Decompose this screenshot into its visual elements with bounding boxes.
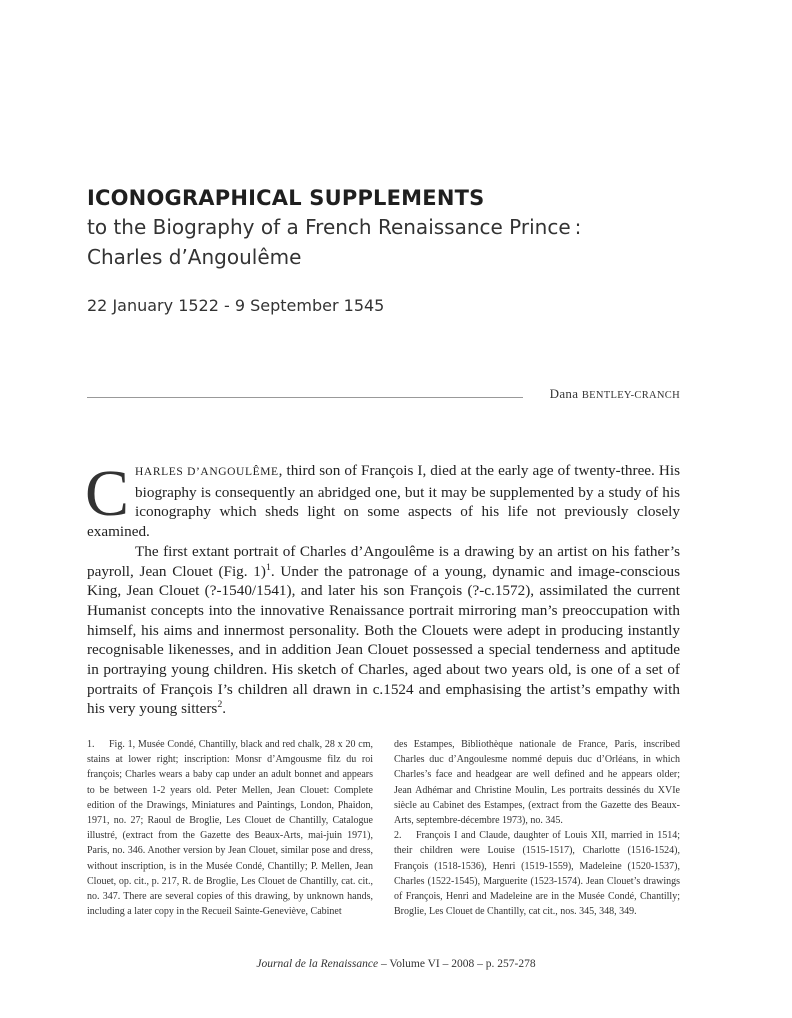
paragraph-2 [87,542,680,719]
footnote-ref-2[interactable]: 2 [217,699,223,711]
drop-cap: C [85,457,130,530]
footnote-1-continued: des Estampes, Bibliothèque nationale de France, Paris, inscribed Charles duc d’Angoulesme nommé depuis duc d’Orléans, in which Charles’s face and headgear are well defined and he appears older; Jean Adhémar and Christine Moulin, Les portraits dessinés du XVIe siècle au Cabinet des Estampes, (extract from the Gazette des Beaux-Arts, septembre-décembre 1973), no. 345. [394,739,680,827]
journal-title: Journal de la Renaissance [256,958,379,970]
running-footer [0,958,792,970]
footnote-2-number: 2. [394,830,402,842]
author-name [550,386,680,402]
footnote-1-text: Fig. 1, Musée Condé, Chantilly, black and red chalk, 28 x 20 cm, stains at lower right; inscription: Monsr d’Amgousme filz du roi françois; Charles wears a baby cap under an adult bonnet and appears to be between 1-2 years old. Peter Mellen, Jean Clouet: Complete edition of the Drawings, Miniatures and Paintings, London, Phaidon, 1971, no. 27; Raoul de Broglie, Les Clouet de Chantilly, Catalogue illustré, (extract from the Gazette des Beaux-Arts, mai-juin 1971), Paris, no. 346. Another version by Jean Clouet, similar pose and dress, without inscription, is in the Musée Condé, Chantilly; P. Mellen, Jean Clouet, op. cit., p. 217, R. de Broglie, Les Clouet de Chantilly, cat. cit., no. 347. There are several copies of this drawing, by unknown hands, including a later copy in the Recueil Sainte-Geneviève, Cabinet [87,739,373,918]
footnote-1-number: 1. [87,739,95,750]
author-first-name: Dana [549,386,579,401]
article-subtitle-line-1: to the Biography of a French Renaissance Prince : [87,215,582,239]
paragraph-1 [85,457,680,542]
author-last-name: BENTLEY-CRANCH [581,390,680,401]
article-title: ICONOGRAPHICAL SUPPLEMENTS [87,186,485,210]
title-block [87,184,687,272]
paragraph-1-text: , third son of François I, died at the early age of twenty-three. His biography is consequently an abridged one, but it may be supplemented by a study of his iconography which sheds light on some aspects of his life not previously closely examined. [87,462,680,541]
paragraph-2-text-b: . Under the patronage of a young, dynamic and image-conscious King, Jean Clouet (?-1540/1541), and later his son François (?-c.1572), assimilated the current Humanist concepts into the innovative Renaissance portrait mirroring man’s preoccupation with himself, his aims and innermost personality. Both the Clouets were adept in producing instantly recognisable likenesses, and in addition Jean Clouet possessed a special tenderness and aptitude in portraying young children. His sketch of Charles, aged about two years old, is one of a set of portraits of François I’s children all drawn in c.1524 and emphasising the artist’s empathy with his very young sitters [87,562,680,718]
article-subtitle-line-2: Charles d’Angoulême [87,245,302,269]
footnote-1 [87,737,373,919]
paragraph-2-text-a: The first extant portrait of Charles d’Angoulême is a drawing by an artist on his father’s payroll, Jean Clouet (Fig. 1) [87,542,680,580]
life-dates: 22 January 1522 - 9 September 1545 [87,296,385,315]
lead-in-smallcaps: HARLES D’ANGOULÊME [135,466,279,478]
footnotes-left-column [87,737,373,919]
author-rule-divider [87,397,523,398]
footnote-ref-1[interactable]: 1 [265,561,271,573]
footnote-2-text: François I and Claude, daughter of Louis XII, married in 1514; their children were Louise (1515-1517), Charlotte (1516-1524), François (1518-1536), Henri (1519-1559), Madeleine (1520-1537), Charles (1522-1545), Marguerite (1523-1574). Jean Clouet’s drawings of François, Henri and Madeleine are in the Musée Condé, Chantilly; Broglie, Les Clouet de Chantilly, cat cit., nos. 345, 348, 349. [394,830,680,918]
paragraph-2-end: . [222,700,227,718]
volume-pages: – Volume VI – 2008 – p. 257-278 [378,958,536,970]
article-body [85,457,680,719]
footnotes-right-column [394,737,680,919]
footnote-2 [394,828,680,919]
